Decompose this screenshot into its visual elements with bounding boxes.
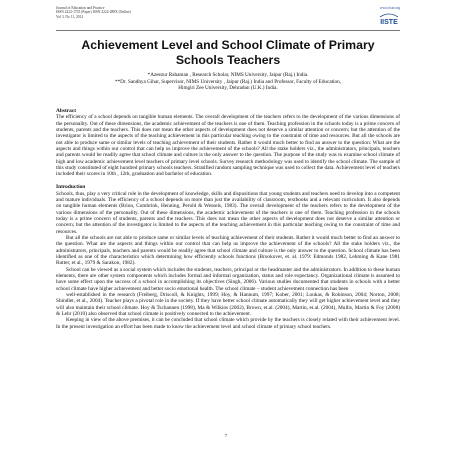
iiste-logo [378,12,400,26]
intro-paragraph: Keeping in view of the above premises, it can be concluded that school climate which provide by the teachers is closely related with their achievement level. In the present investigation an effort has been made to know the achievement level and school climate of primary school teachers. [56,317,400,330]
journal-header-info [56,6,131,19]
abstract-heading: Abstract [56,108,77,114]
intro-paragraph: But all the schools are not able to produce same or similar levels of teaching achievement of their students. Rather it would much better to find an answer to the question. What are the aspects and things within our control that can help us improve the achievement of the schools? All the stake holders viz., the administrators, principals, teachers and parents would be readily agree that school climate and culture is the only answer to the question. School climate has been identified as one of the characteristics which determining how efficiently schools functions (Brookover, et. al. 1979: Edmonds 1982, Lehming & Kane 1981 Rutter, et al., 1979 & Sarakon, 1982). [56,234,400,267]
intro-paragraph: Schools, thus, play a very critical role in the development of knowledge, skills and dispositions that young students and teachers need to develop into a competent and mature individuals. The efficiency of a school depends on more than just the availability of classroom, textbooks and a relevant curriculum. It also depends on tangible human elements (Brion, Combrink, Henning, Perold & Wessels, 1983). The overall development of the teachers refers to the development of the various dimensions of the personality. Out of these dimensions, the academic achievement of the teachers is one of them. Teaching profession in the schools today is a prime concern of students, parents and the teachers. This does not mean the other aspects of development does not deserve a similar attention or concern; but the attention of the investigator is limited to the aspects of the teaching achievement in this particular teaching owing to the constraint of time and resources. [56,190,400,235]
intro-paragraph: well-established in the research (Freiberg, Driscoll, & Knights, 1999; Hoy, & Hannum, 1997; Kober, 2001; Loukas, & Robinson, 2004; Norton, 2008; Shindler, et al., 2004). Teacher plays a pivotal role in the society. If they have better school climate automatically they will get higher achievement level and they will also maintain their school climate. Hoy & Tschannen (1998), Ma & Wilkins (2002), Brown, et.al. (2004), Martin, et.al. (2004), Mullis, Martin & Foy (2008) & Lehr (2010) also observed that school climate is positively connected to the achievement. [56,292,400,318]
introduction-heading: Introduction [56,184,86,191]
header-divider [56,30,400,31]
journal-website[interactable]: www.iiste.org [379,6,400,10]
author-line-1: *Azeezur Rahaman , Research Scholar, NIMS University, Jaipur (Raj.) India. [147,72,309,78]
intro-paragraph: School can be viewed as a social system which includes the students, teachers, principal or the headmaster and the administrators. In addition to these human elements, there are other system components which includes formal and informal organization, status and role expectancy. Organizational climate is assumed to have some effect upon the success of a school in accomplishing its objectives (Singh, 2006). Various studies documented that students in schools with a better school climate have higher achievement and better socio emotional health. The school climate – student achievement connection has been [56,266,400,292]
journal-name: Journal of Education and Practice [56,6,105,10]
journal-volume: Vol 3, No 11, 2012 [56,14,84,19]
logo-text: IISTE [380,19,398,26]
journal-issn: ISSN 2222-1735 (Paper) ISSN 2222-288X (Online) [56,10,131,15]
paper-title: Achievement Level and School Climate of Primary Schools Teachers [81,38,375,67]
author-line-3: Himgiri Zee University, Dehradun (U.K.) India. [178,85,278,92]
paper-body [56,108,400,330]
page-number: 7 [224,433,228,438]
abstract-text: The efficiency of a school depends on tangible human elements. The overall development of the teachers refers to the development of the various dimensions of the personality. Out of these dimensions, the academic achievement of the teachers is one of them. Teaching profession in the schools today is a prime concern of students, parents and the teachers. This does not mean the other aspects of development does not deserve a similar attention or concern; but the attention of the investigator is limited to the aspects of the teaching achievement in this particular teaching owing to the constraint of time and resources. But all the schools are not able to produce same or similar levels of teaching achievement of their students. Rather it would much better to find an answer to the question: What are the aspects and things within our control that can help us improve the achievement of the schools? All the stake holders viz., the administrators, principals, teachers and parents would be readily agree that school climate and culture is the only answer to the question. The purpose of the study was to examine school climate of high and low academic achievement level teachers of primary level schools. Survey research methodology was used to identify the school climate. The sample of this study constituted of eight hundred primary schools teachers. Stratified random sampling technique was used to collect the data. Achievement level of teachers included their scores in 10th , 12th, graduation and bachelor of education. [56,114,400,178]
author-block [56,72,400,92]
author-line-2: **Dr. Sandhya Gihar, Supervisor, NIMS University , Jaipur (Raj.) India and Professor, Faculty of Education, [114,78,341,85]
